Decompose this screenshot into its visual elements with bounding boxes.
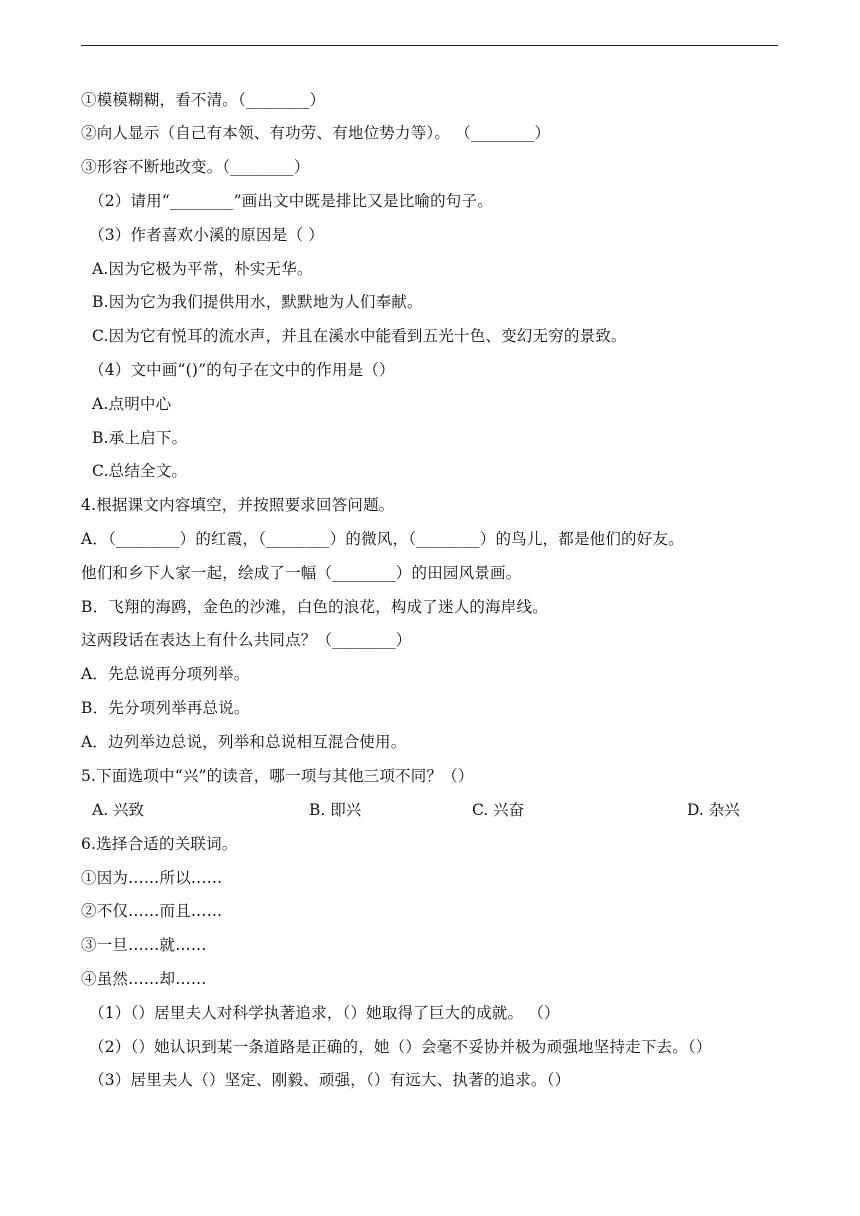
q4-passage-a-line-1: A．（________）的红霞，（________）的微风，（________）的鸟儿，都是他们的好友。 (81, 530, 684, 548)
q6-conjunction-4: ④虽然……却…… (81, 970, 207, 988)
q5-option-c: C. 兴奋 (472, 801, 525, 819)
q4-option-a: A．先总说再分项列举。 (81, 665, 250, 683)
q4-question: 这两段话在表达上有什么共同点？（________） (81, 631, 412, 649)
q6-conjunction-3: ③一旦……就…… (81, 936, 207, 954)
q3-4-option-a: A.点明中心 (92, 395, 172, 413)
q6-sentence-2: （2）（）她认识到某一条道路是正确的，她（）会毫不妥协并极为顽强地坚持走下去。（） (89, 1038, 712, 1056)
q3-4-prompt: （4）文中画“()”的句子在文中的作用是（） (89, 361, 395, 379)
q3-3-option-a: A.因为它极为平常，朴实无华。 (92, 260, 313, 278)
q3-3-prompt: （3）作者喜欢小溪的原因是（ ） (89, 226, 324, 244)
q4-title: 4.根据课文内容填空，并按照要求回答问题。 (81, 496, 395, 514)
q6-sentence-3: （3）居里夫人（）坚定、刚毅、顽强，（）有远大、执著的追求。（） (89, 1071, 571, 1089)
header-rule (81, 45, 778, 46)
q6-conjunction-1: ①因为……所以…… (81, 869, 223, 887)
q3-4-option-c: C.总结全文。 (92, 462, 188, 480)
q3-3-option-c: C.因为它有悦耳的流水声，并且在溪水中能看到五光十色、变幻无穷的景致。 (92, 327, 627, 345)
q4-option-b: B．先分项列举再总说。 (81, 699, 250, 717)
q4-passage-a-line-2: 他们和乡下人家一起，绘成了一幅（________）的田园风景画。 (81, 564, 522, 582)
q5-option-a: A. 兴致 (92, 801, 145, 819)
q3-3-option-b: B.因为它为我们提供用水，默默地为人们奉献。 (92, 293, 423, 311)
q6-title: 6.选择合适的关联词。 (81, 835, 238, 853)
q3-1-item-1: ①模模糊糊，看不清。（________） (81, 91, 326, 109)
q6-sentence-1: （1）（）居里夫人对科学执著追求，（）她取得了巨大的成就。 （） (89, 1004, 560, 1022)
q3-1-item-2: ②向人显示（自己有本领、有功劳、有地位势力等）。 （________） (81, 124, 551, 142)
q5-option-b: B. 即兴 (309, 801, 362, 819)
q3-4-option-b: B.承上启下。 (92, 429, 188, 447)
q3-2-prompt: （2）请用“________”画出文中既是排比又是比喻的句子。 (89, 192, 493, 210)
q6-conjunction-2: ②不仅……而且…… (81, 902, 223, 920)
q3-1-item-3: ③形容不断地改变。（________） (81, 158, 310, 176)
q5-option-d: D. 杂兴 (687, 801, 740, 819)
q4-option-c: A．边列举边总说，列举和总说相互混合使用。 (81, 733, 407, 751)
q5-title: 5.下面选项中“兴”的读音，哪一项与其他三项不同？（） (81, 767, 474, 785)
q4-passage-b: B．飞翔的海鸥，金色的沙滩，白色的浪花，构成了迷人的海岸线。 (81, 598, 548, 616)
